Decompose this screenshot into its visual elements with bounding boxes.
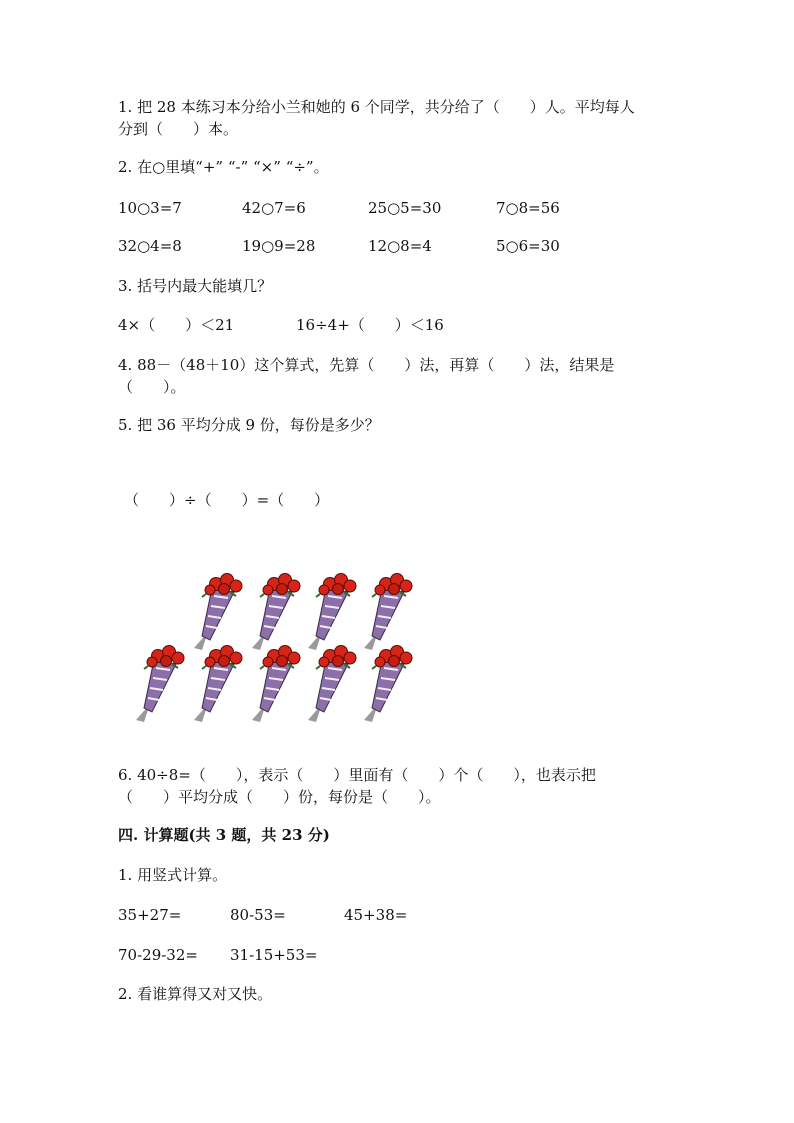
q1-line1: 1. 把 28 本练习本分给小兰和她的 6 个同学，共分给了（ ）人。平均每人: [118, 98, 635, 116]
bouquet-illustration: [128, 566, 428, 726]
q2-item: 25○5=30: [368, 199, 442, 217]
q4-line2: （ ）。: [118, 378, 186, 396]
q2-item: 10○3=7: [118, 199, 182, 217]
q2-item: 5○6=30: [496, 237, 560, 255]
q6-line1: 6. 40÷8=（ ），表示（ ）里面有（ ）个（ ），也表示把: [118, 766, 596, 784]
q1-line2: 分到（ ）本。: [118, 120, 239, 138]
q2-item: 12○8=4: [368, 237, 432, 255]
q2-item: 42○7=6: [242, 199, 306, 217]
q2-item: 32○4=8: [118, 237, 182, 255]
calc-item: 80-53=: [230, 906, 286, 924]
section-heading: 四. 计算题(共 3 题，共 23 分): [118, 826, 330, 844]
calc-item: 31-15+53=: [230, 946, 318, 964]
q3-prompt: 3. 括号内最大能填几？: [118, 277, 273, 295]
q5-equation: （ ）÷（ ）=（ ）: [124, 491, 330, 509]
q2-item: 7○8=56: [496, 199, 560, 217]
calc-item: 35+27=: [118, 906, 182, 924]
q6-line2: （ ）平均分成（ ）份，每份是（ ）。: [118, 788, 441, 806]
q3-item: 16÷4+（ ）＜16: [296, 316, 444, 334]
q2-item: 19○9=28: [242, 237, 316, 255]
calc-item: 70-29-32=: [118, 946, 198, 964]
calc-item: 45+38=: [344, 906, 408, 924]
q5-prompt: 5. 把 36 平均分成 9 份，每份是多少？: [118, 416, 380, 434]
s4-p2-prompt: 2. 看谁算得又对又快。: [118, 985, 273, 1003]
q2-prompt: 2. 在○里填“+” “-” “×” “÷”。: [118, 158, 329, 176]
s4-p1-prompt: 1. 用竖式计算。: [118, 866, 228, 884]
q4-line1: 4. 88－（48＋10）这个算式，先算（ ）法，再算（ ）法，结果是: [118, 356, 615, 374]
q3-item: 4×（ ）＜21: [118, 316, 235, 334]
